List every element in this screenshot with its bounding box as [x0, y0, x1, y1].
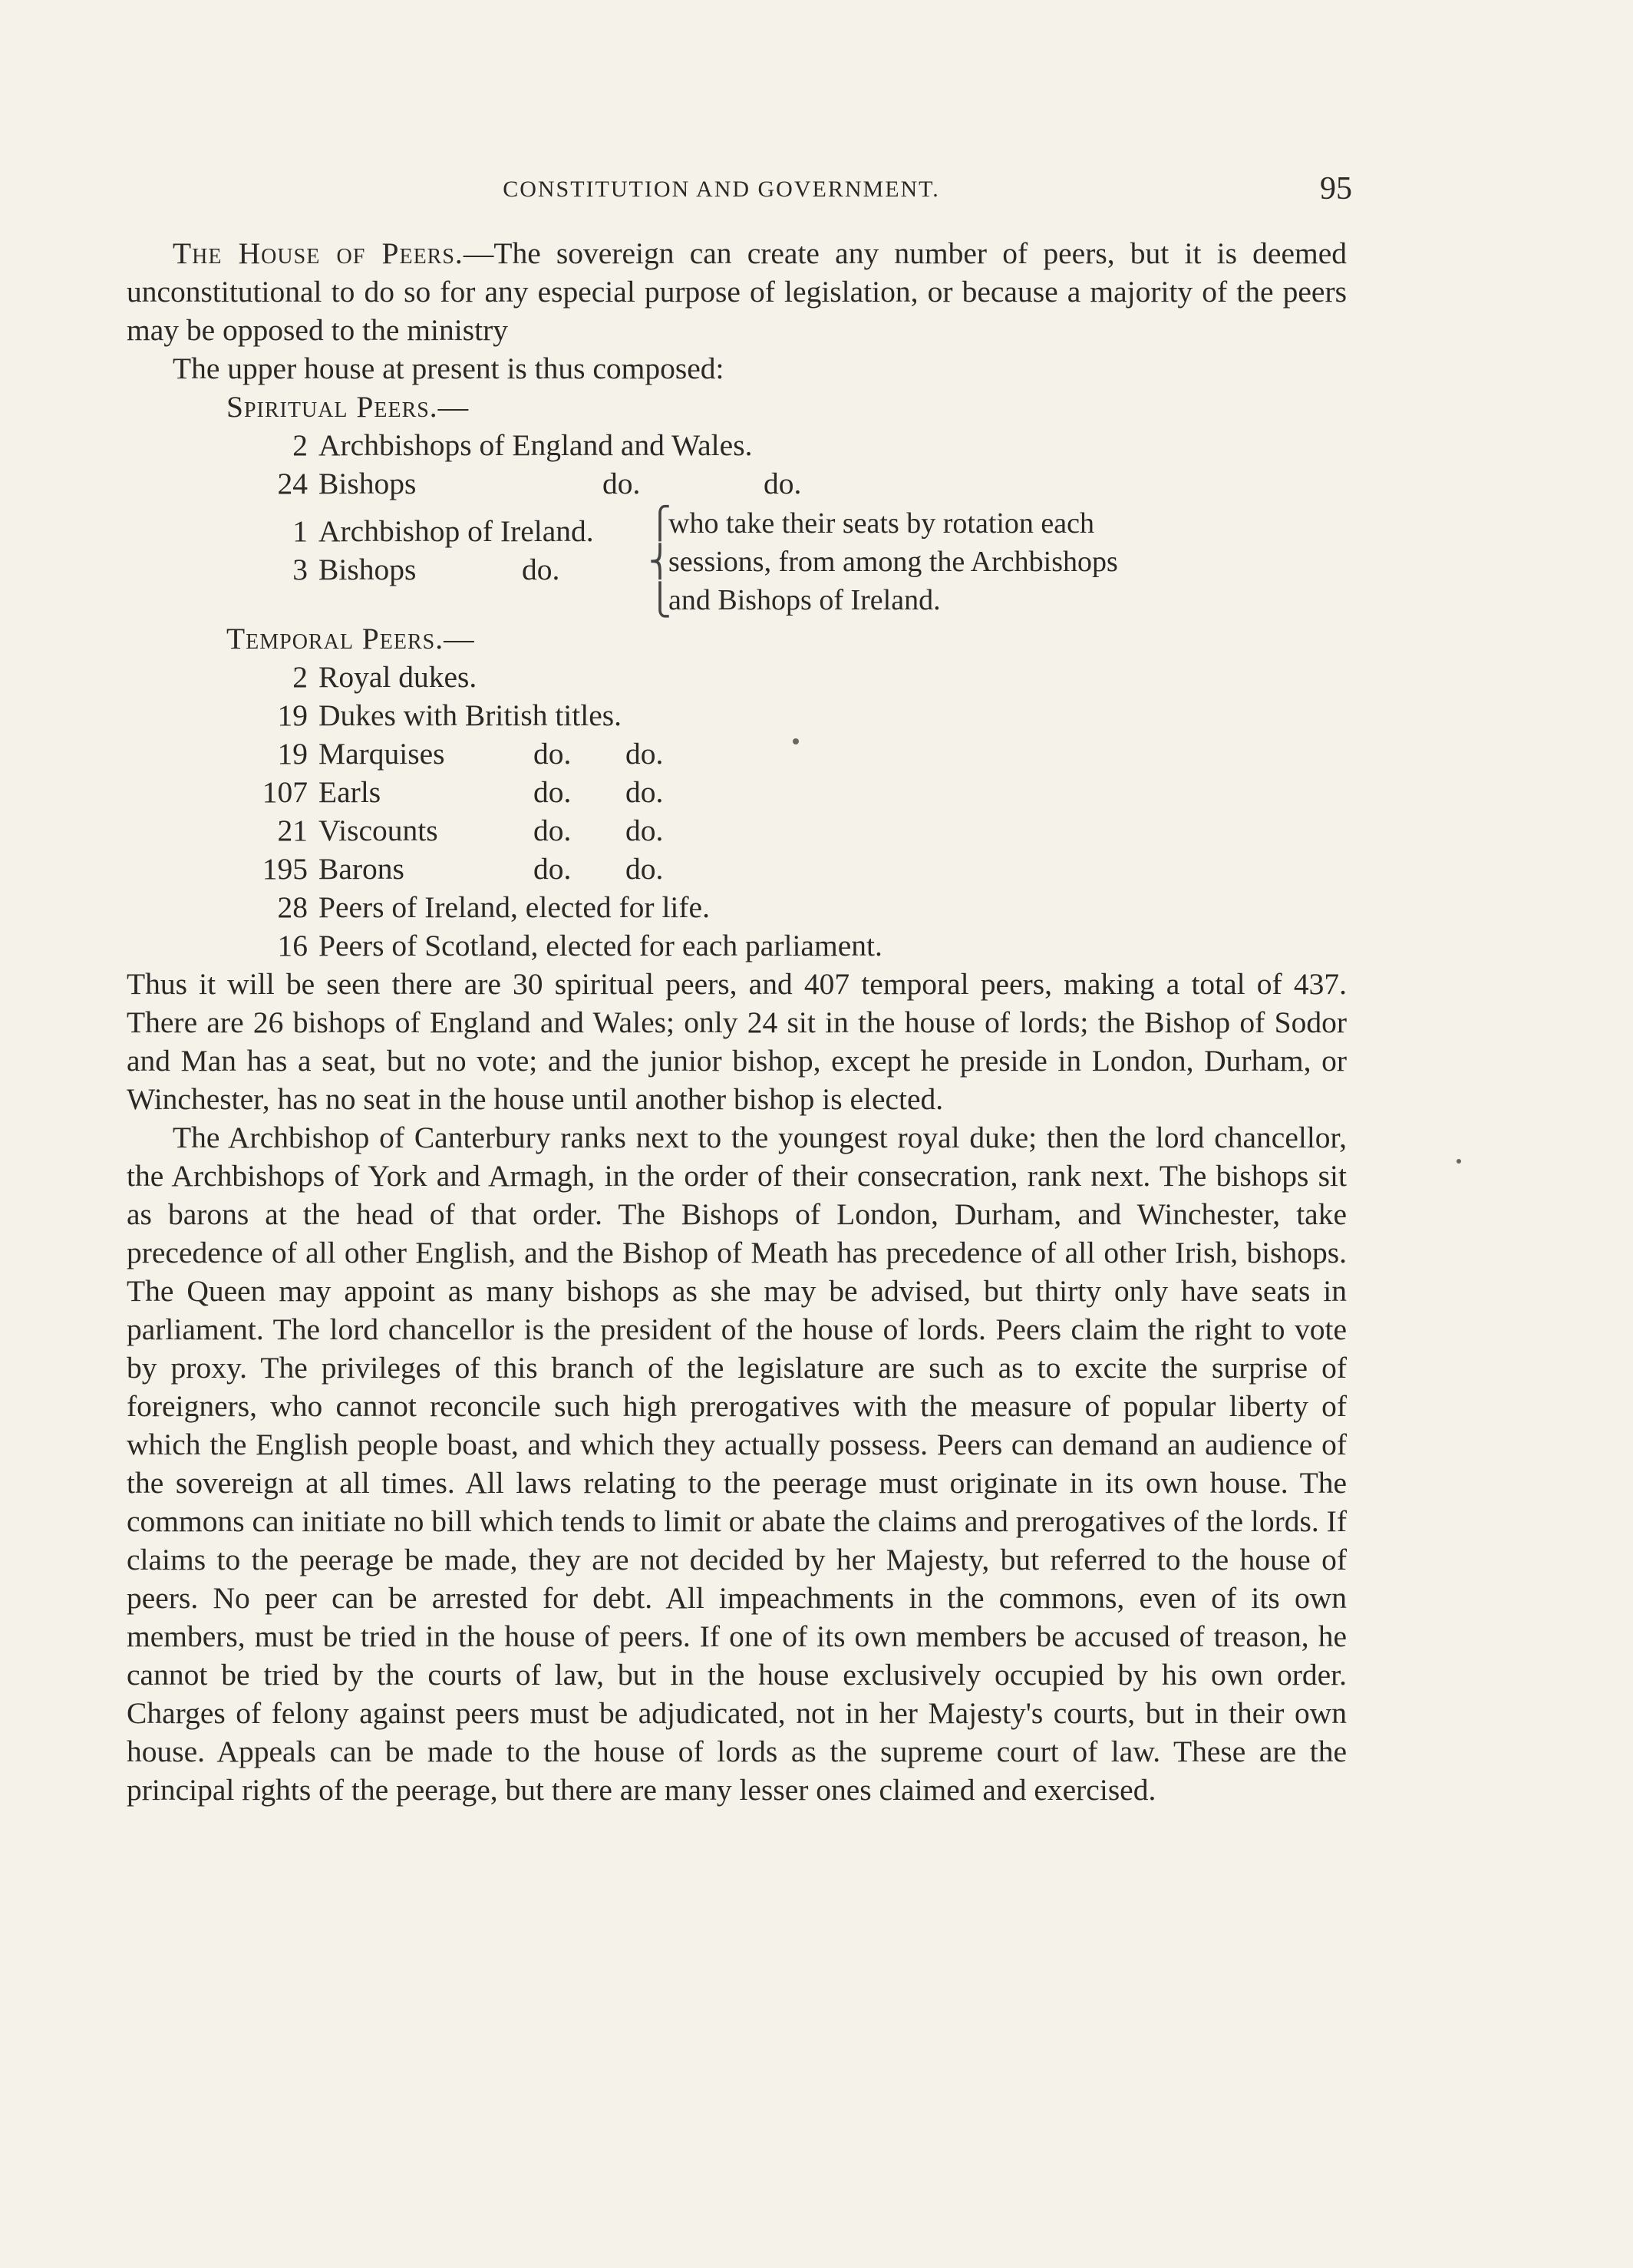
- ink-speck: [1457, 1159, 1461, 1164]
- peer-title: Marquises: [318, 737, 445, 771]
- peer-title: Peers of Scotland, elected for each parliament.: [318, 929, 882, 962]
- peer-entry: [127, 888, 1347, 926]
- ditto-mark: do.: [533, 814, 572, 847]
- peer-entry: [127, 696, 1347, 735]
- peer-count: 2: [292, 660, 308, 694]
- peer-count: 16: [277, 929, 308, 962]
- irish-bishops-left: [127, 504, 648, 619]
- peer-entry: [127, 735, 1347, 773]
- peer-entry: [127, 926, 1347, 965]
- intro-paragraph: [127, 234, 1347, 349]
- peer-entry: [127, 850, 1347, 888]
- peer-entry: [127, 658, 1347, 696]
- peer-entry: [127, 512, 648, 550]
- ditto-mark: do.: [533, 737, 572, 771]
- section-lead: The House of Peers.: [173, 236, 464, 270]
- peer-entry: [127, 811, 1347, 850]
- spiritual-peers-heading: Spiritual Peers.—: [226, 390, 470, 424]
- peer-entry: [127, 550, 648, 589]
- ditto-mark: do.: [522, 553, 560, 586]
- spiritual-peers-list: [127, 426, 1347, 619]
- peer-title: Archbishops of England and Wales.: [318, 428, 753, 462]
- ditto-mark: do.: [625, 852, 664, 886]
- page-number: 95: [1320, 171, 1352, 206]
- ditto-mark: do.: [533, 775, 572, 809]
- temporal-peers-heading: Temporal Peers.—: [226, 622, 475, 655]
- peer-count: 195: [262, 852, 308, 886]
- peer-count: 19: [277, 698, 308, 732]
- ditto-mark: do.: [602, 467, 641, 500]
- peer-count: 2: [292, 428, 308, 462]
- peer-count: 107: [262, 775, 308, 809]
- ditto-mark: do.: [764, 467, 802, 500]
- peer-count: 28: [277, 890, 308, 924]
- curly-brace-icon: ⎧ ⎨ ⎩: [648, 506, 671, 617]
- note-line: sessions, from among the Archbishops: [668, 546, 1118, 578]
- intro-text: —The sovereign can create any number of peers, but it is deemed unconstitutional to do so for any especial purpose of legislation, or because a majority of the peers may be opposed to the ministry: [127, 236, 1348, 347]
- peer-count: 3: [292, 553, 308, 586]
- temporal-peers-list: [127, 658, 1347, 965]
- rotation-note: [668, 504, 1252, 619]
- irish-bishops-group: [127, 504, 1347, 619]
- peer-entry: [127, 426, 1347, 464]
- peer-title: Bishops: [318, 467, 417, 500]
- peer-title: Viscounts: [318, 814, 438, 847]
- peer-title: Peers of Ireland, elected for life.: [318, 890, 710, 924]
- note-line: who take their seats by rotation each: [668, 507, 1095, 540]
- summary-paragraph: Thus it will be seen there are 30 spiritual peers, and 407 temporal peers, making a total of 437. There are 26 bishops of England and Wales; only 24 sit in the house of lords; the Bishop of Sodor and Man has a seat, but no vote; and the junior bishop, except he preside in London, Durham, or Winchester, has no seat in the house until another bishop is elected.: [127, 967, 1347, 1116]
- peer-count: 19: [277, 737, 308, 771]
- note-line: and Bishops of Ireland.: [668, 584, 941, 616]
- peer-title: Dukes with British titles.: [318, 698, 622, 732]
- peer-title: Earls: [318, 775, 381, 809]
- composition-line: The upper house at present is thus composed:: [173, 352, 724, 385]
- peer-count: 24: [277, 467, 308, 500]
- running-head: CONSTITUTION AND GOVERNMENT.: [503, 177, 940, 202]
- ditto-mark: do.: [625, 775, 664, 809]
- ink-speck: [793, 738, 799, 744]
- page-body: [127, 234, 1347, 1809]
- peer-count: 1: [292, 514, 308, 548]
- peer-entry: [127, 773, 1347, 811]
- ditto-mark: do.: [533, 852, 572, 886]
- peer-title: Royal dukes.: [318, 660, 477, 694]
- peer-title: Barons: [318, 852, 404, 886]
- ditto-mark: do.: [625, 737, 664, 771]
- peer-entry: [127, 464, 1347, 503]
- peer-title: Archbishop of Ireland.: [318, 514, 594, 548]
- ditto-mark: do.: [625, 814, 664, 847]
- privileges-paragraph: The Archbishop of Canterbury ranks next to the youngest royal duke; then the lord chancellor, the Archbishops of York and Armagh, in the order of their consecration, rank next. The bishops sit as barons at the head of that order. The Bishops of London, Durham, and Winchester, take precedence of all other English, and the Bishop of Meath has precedence of all other Irish, bishops. The Queen may appoint as many bishops as she may be advised, but thirty only have seats in parliament. The lord chancellor is the president of the house of lords. Peers claim the right to vote by proxy. The privileges of this branch of the legislature are such as to excite the surprise of foreigners, who cannot reconcile such high prerogatives with the measure of popular liberty of which the English people boast, and which they actually possess. Peers can demand an audience of the sovereign at all times. All laws relating to the peerage must originate in its own house. The commons can initiate no bill which tends to limit or abate the claims and prerogatives of the lords. If claims to the peerage be made, they are not decided by her Majesty, but referred to the house of peers. No peer can be arrested for debt. All impeachments in the commons, even of its own members, must be tried in the house of peers. If one of its own members be accused of treason, he cannot be tried by the courts of law, but in the house exclusively occupied by his own order. Charges of felony against peers must be adjudicated, not in her Majesty's courts, but in their own house. Appeals can be made to the house of lords as the supreme court of law. These are the principal rights of the peerage, but there are many lesser ones claimed and exercised.: [127, 1121, 1347, 1807]
- peer-count: 21: [277, 814, 308, 847]
- peer-title: Bishops: [318, 553, 417, 586]
